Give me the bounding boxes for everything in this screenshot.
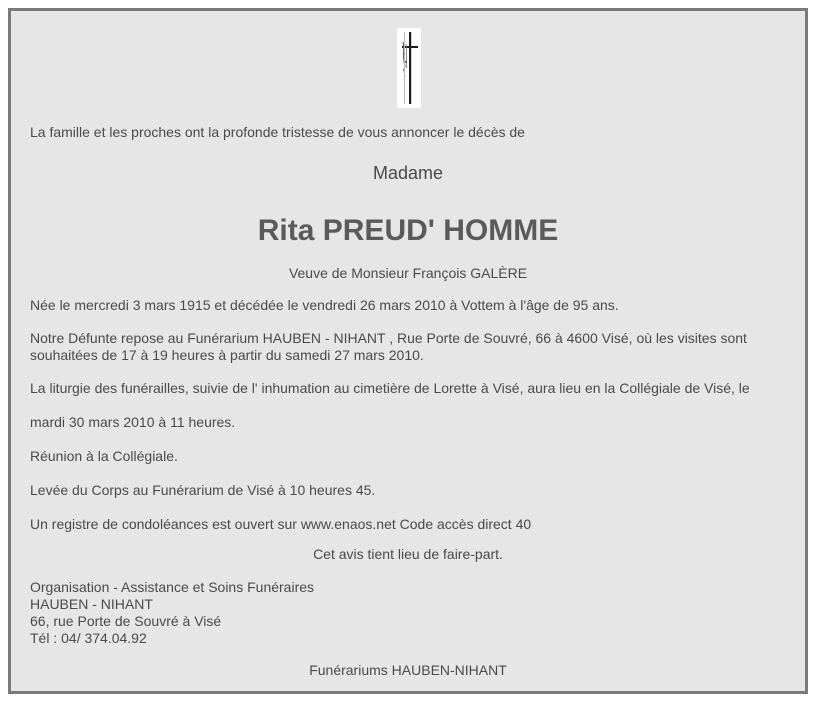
repose-text-line1: Notre Défunte repose au Funérarium HAUBEN - NIHANT , Rue Porte de Souvré, 66 à 4600 Visé, où les visites sont xyxy=(30,330,747,346)
organisation-line3: 66, rue Porte de Souvré à Visé xyxy=(30,613,222,629)
organisation-line2: HAUBEN - NIHANT xyxy=(30,596,153,612)
notice-text: Cet avis tient lieu de faire-part. xyxy=(313,546,503,562)
birth-death-text: Née le mercredi 3 mars 1915 et décédée le vendredi 26 mars 2010 à Vottem à l'âge de 95 ans. xyxy=(30,297,619,313)
salutation: Madame xyxy=(372,163,444,183)
deceased-name: Rita PREUD' HOMME xyxy=(257,214,559,247)
intro-text: La famille et les proches ont la profonde tristesse de vous annoncer le décès de xyxy=(30,124,525,140)
widow-of: Veuve de Monsieur François GALÈRE xyxy=(288,265,528,281)
registry-text: Un registre de condoléances est ouvert sur www.enaos.net Code accès direct 40 xyxy=(30,516,532,532)
reunion-text: Réunion à la Collégiale. xyxy=(30,448,178,464)
liturgy-text-line2: mardi 30 mars 2010 à 11 heures. xyxy=(30,414,236,430)
levee-text: Levée du Corps au Funérarium de Visé à 10 heures 45. xyxy=(30,482,376,498)
organisation-phone: Tél : 04/ 374.04.92 xyxy=(30,630,147,646)
footer-text: Funérariums HAUBEN-NIHANT xyxy=(309,662,507,678)
obituary-card xyxy=(8,8,808,694)
organisation-line1: Organisation - Assistance et Soins Funéraires xyxy=(30,579,315,595)
liturgy-text-line1: La liturgie des funérailles, suivie de l' inhumation au cimetière de Lorette à Visé, aura lieu en la Collégiale de Visé, le xyxy=(30,380,750,396)
cross-icon xyxy=(397,28,421,108)
repose-text-line2: souhaitées de 17 à 19 heures à partir du samedi 27 mars 2010. xyxy=(30,347,424,363)
